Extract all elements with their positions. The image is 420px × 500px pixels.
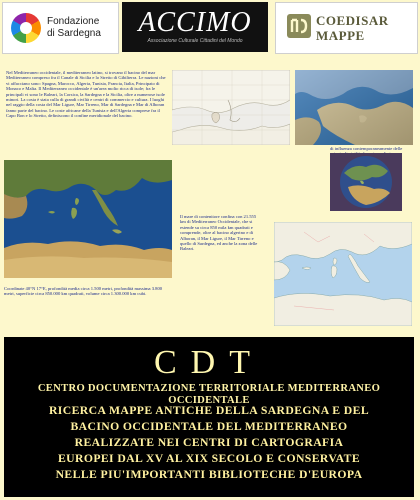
fondazione-line1: Fondazione <box>47 16 100 27</box>
modern-map-image[interactable] <box>274 222 412 326</box>
cdt-line-3: REALIZZATE NEI CENTRI DI CARTOGRAFIA <box>74 436 344 449</box>
cdt-line-2: BACINO OCCIDENTALE DEL MEDITERRANEO <box>70 420 348 433</box>
satellite-globe-image[interactable] <box>295 70 413 145</box>
coedisar-logo[interactable] <box>275 2 418 54</box>
coedisar-line2: MAPPE <box>316 28 365 43</box>
accimo-logo[interactable] <box>122 2 268 52</box>
fondazione-name <box>47 16 101 40</box>
intro-text: Nel Mediterraneo occidentale, il mediterraneo latino, si trovano il bacino del mar Mediterraneo compreso fra il Canale di Sicilia e lo Stretto di Gibilterra. Le nazioni che vi affacciano sono: Spagna, Marocco, Algeria, Tunisia, Francia, Italia, Principato di Monaco e Malta. Il Mediterraneo occidentale è un'area molto ricca di isole; fra le principali vi sono le Baleari, la Corsica, la Sardegna e la Sicilia, oltre a numerose isole minori. La costa è stata culla di grandi civiltà e centri di commercio e cultura. I luoghi nel raggio della costa del Mar Ligure, Mar Tirreno, Mar di Sardegna e Mar di Alboran fanno parte del bacino. Le coste africane della Tunisia e dell'Algeria comprese fra il Capo Bon e lo Stretto, definiscono il confine meridionale del bacino. <box>6 70 166 119</box>
accimo-title: ACCIMO <box>138 7 252 38</box>
bacino-text: Il mare di contenitore confina con 21.555 km di Mediterraneo Occidentale, che si estende su circa 850 mila km quadrati e comprende, oltre al bacino algerino e di Alboran, il Mar Ligure, il Mar Tirreno e quello di Sardegna, ed anche la zona delle Baleari. <box>180 214 258 252</box>
cdt-line-1: RICERCA MAPPE ANTICHE DELLA SARDEGNA E DEL <box>48 404 370 417</box>
fondazione-sardegna-logo[interactable] <box>2 2 119 54</box>
cdt-line-4: EUROPEI DAL XV AL XIX SECOLO E CONSERVATE <box>57 452 361 465</box>
accimo-subtitle: Associazione Culturale Cittadini del Mondo <box>147 38 243 44</box>
mediterranean-satellite-image[interactable] <box>4 160 172 278</box>
cdt-description <box>10 403 408 483</box>
sardegna-text: di influenza contemporaneamente delle <box>330 145 403 151</box>
header-logos <box>0 0 420 56</box>
fondazione-emblem-icon <box>11 13 41 43</box>
coedisar-name <box>316 13 389 43</box>
coedisar-emblem-icon <box>286 12 312 40</box>
globe-region-image[interactable] <box>330 153 402 211</box>
cdt-banner <box>4 337 414 497</box>
cdt-line-5: NELLE PIU'IMPORTANTI BIBLIOTECHE D'EUROPA <box>55 468 363 481</box>
cdt-logo: CDT <box>154 344 264 381</box>
fondazione-line2: di Sardegna <box>47 28 101 39</box>
coordinates-text: Coordinate 40°N 17°E, profondità media circa 1.500 metri, profondità massima 3.800 metri, superficie circa 850.000 km quadrati, volume circa 1.300.000 km cubi. <box>4 286 163 297</box>
coedisar-line1: COEDISAR <box>316 13 389 28</box>
cdt-subtitle: CENTRO DOCUMENTAZIONE TERRITORIALE MEDITERRANEO OCCIDENTALE <box>37 383 381 406</box>
antique-map-image[interactable] <box>172 70 290 145</box>
